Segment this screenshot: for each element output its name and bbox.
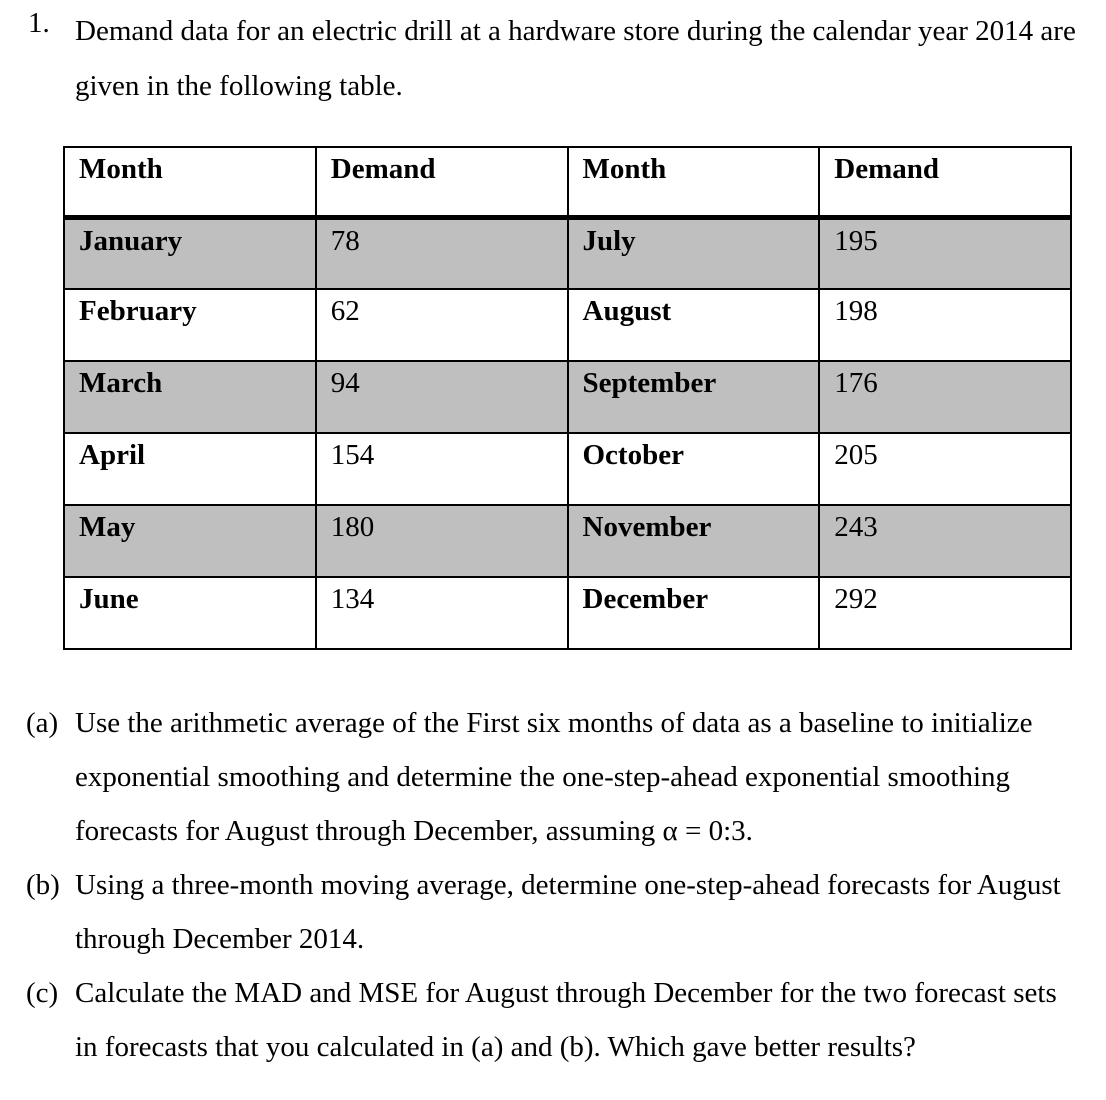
month-cell: February	[64, 289, 316, 361]
month-cell: June	[64, 577, 316, 649]
part-text: Calculate the MAD and MSE for August through December for the two forecast sets in forecasts that you calculated in (a) and (b). Which gave better results?	[75, 977, 1057, 1063]
part-label: (a)	[26, 707, 59, 739]
month-cell: September	[568, 361, 820, 433]
question-parts	[0, 696, 1106, 1074]
part-label: (c)	[26, 977, 59, 1009]
demand-cell: 198	[819, 289, 1071, 361]
month-cell: April	[64, 433, 316, 505]
demand-cell: 134	[316, 577, 568, 649]
header-month-2: Month	[568, 147, 820, 217]
header-demand-2: Demand	[819, 147, 1071, 217]
part-a	[0, 696, 1106, 858]
question-intro: Demand data for an electric drill at a hardware store during the calendar year 2014 are given in the following table.	[75, 15, 1076, 102]
table-row	[64, 577, 1071, 649]
part-label: (b)	[26, 869, 60, 901]
month-cell: October	[568, 433, 820, 505]
demand-cell: 154	[316, 433, 568, 505]
table-row	[64, 361, 1071, 433]
demand-cell: 243	[819, 505, 1071, 577]
month-cell: March	[64, 361, 316, 433]
table-header-row	[64, 147, 1071, 217]
month-cell: November	[568, 505, 820, 577]
question-number: 1.	[28, 7, 50, 39]
part-b	[0, 858, 1106, 966]
header-month-1: Month	[64, 147, 316, 217]
demand-cell: 195	[819, 217, 1071, 289]
table-row	[64, 289, 1071, 361]
month-cell: January	[64, 217, 316, 289]
month-cell: August	[568, 289, 820, 361]
table-row	[64, 505, 1071, 577]
demand-cell: 180	[316, 505, 568, 577]
demand-table	[63, 146, 1072, 650]
demand-cell: 94	[316, 361, 568, 433]
table-row	[64, 433, 1071, 505]
month-cell: July	[568, 217, 820, 289]
demand-cell: 205	[819, 433, 1071, 505]
demand-cell: 292	[819, 577, 1071, 649]
demand-cell: 62	[316, 289, 568, 361]
demand-cell: 176	[819, 361, 1071, 433]
table-row	[64, 217, 1071, 289]
month-cell: December	[568, 577, 820, 649]
part-text: Using a three-month moving average, determine one-step-ahead forecasts for August through December 2014.	[75, 869, 1061, 955]
part-text: Use the arithmetic average of the First six months of data as a baseline to initialize exponential smoothing and determine the one-step-ahead exponential smoothing forecasts for August through December, assuming α = 0:3.	[75, 707, 1033, 847]
demand-cell: 78	[316, 217, 568, 289]
part-c	[0, 966, 1106, 1074]
header-demand-1: Demand	[316, 147, 568, 217]
month-cell: May	[64, 505, 316, 577]
